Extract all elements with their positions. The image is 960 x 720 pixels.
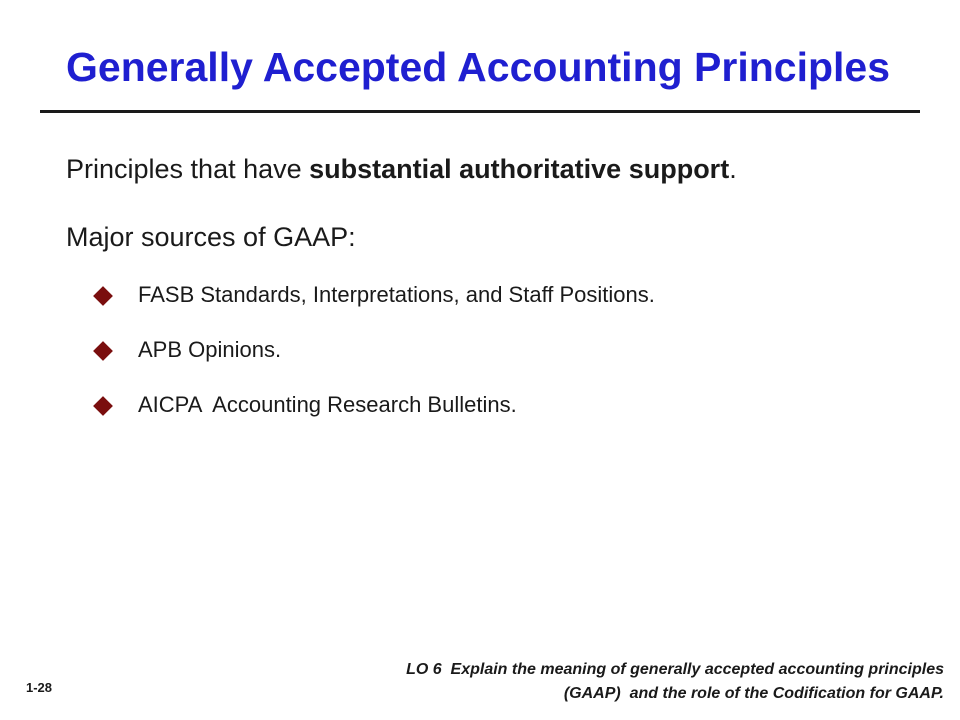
- learning-objective-line-1: LO 6 Explain the meaning of generally accepted accounting principles: [406, 661, 944, 678]
- definition-line: [66, 154, 737, 185]
- diamond-bullet-icon: [93, 286, 113, 306]
- diamond-bullet-icon: [93, 396, 113, 416]
- diamond-bullet-icon: [93, 341, 113, 361]
- list-item-text: APB Opinions.: [138, 337, 282, 362]
- learning-objective-note: [406, 658, 944, 706]
- page-number: 1-28: [26, 680, 53, 695]
- sources-heading: Major sources of GAAP:: [66, 222, 356, 252]
- list-item-text: AICPA Accounting Research Bulletins.: [138, 392, 517, 417]
- list-item-text: FASB Standards, Interpretations, and Staff Positions.: [138, 282, 655, 307]
- learning-objective-line-2: (GAAP) and the role of the Codification for GAAP.: [563, 685, 944, 702]
- definition-suffix: .: [729, 154, 737, 184]
- definition-prefix: Principles that have: [66, 154, 310, 184]
- title-divider: [40, 110, 920, 113]
- definition-emphasis: substantial authoritative support: [309, 154, 730, 184]
- slide-title: Generally Accepted Accounting Principles: [66, 44, 891, 90]
